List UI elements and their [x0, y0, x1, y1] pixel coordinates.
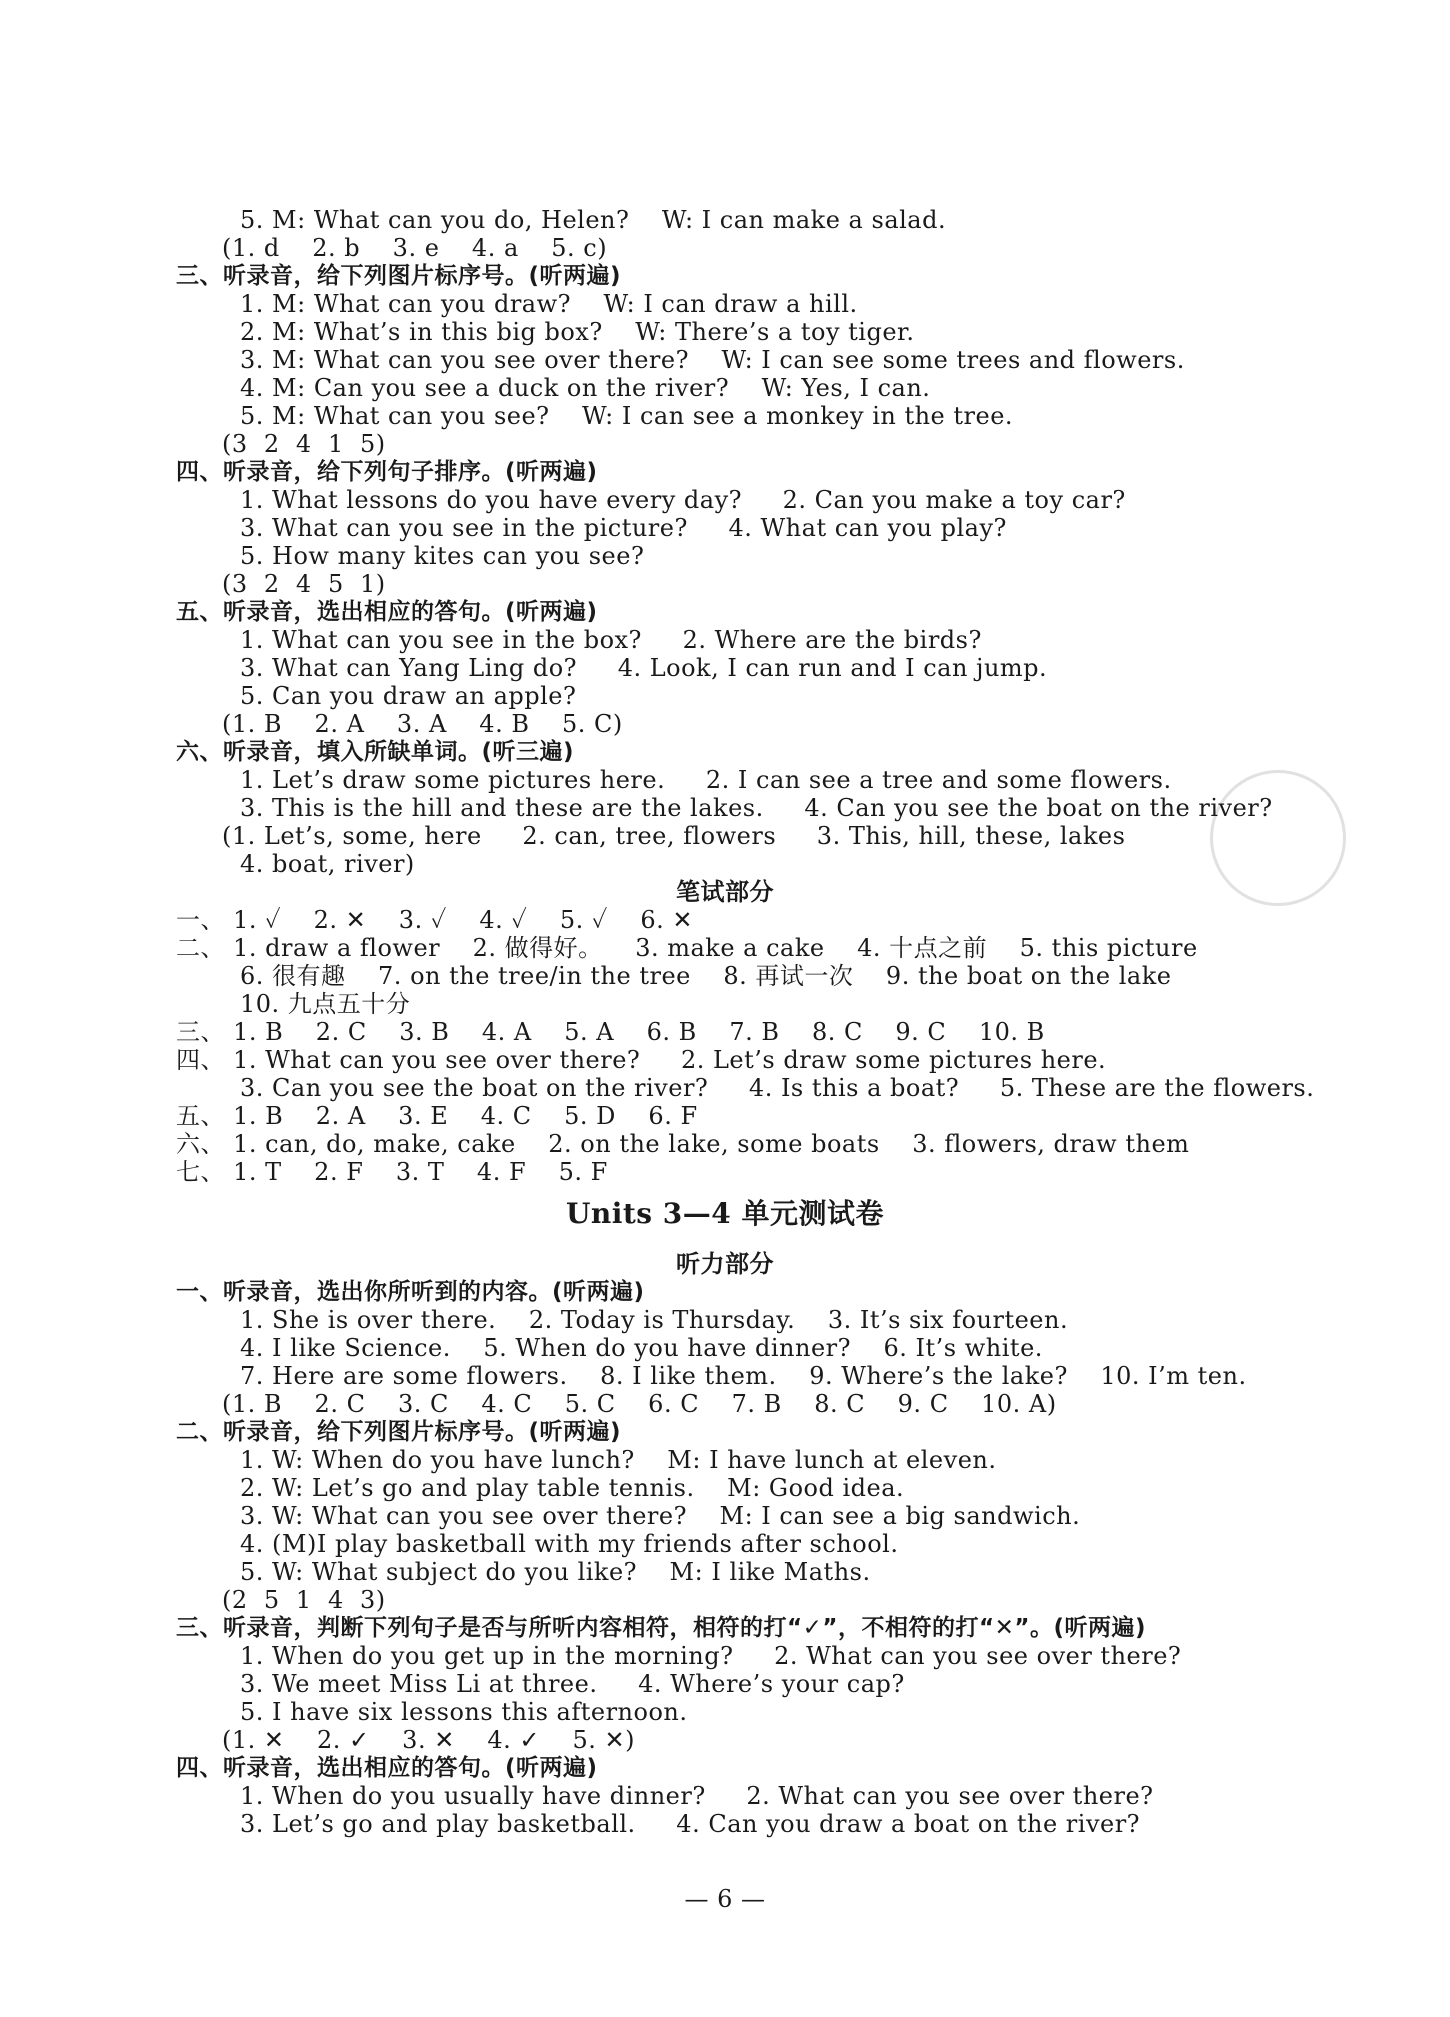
text-line: 4. I like Science. 5. When do you have dinner? 6. It’s white. [240, 1334, 1043, 1362]
text-line: 5. W: What subject do you like? M: I like Maths. [240, 1558, 871, 1586]
section-heading: 三、听录音，判断下列句子是否与所听内容相符，相符的打“✓”，不相符的打“✕”。(听两遍) [176, 1615, 1147, 1641]
text-line: 一、 1. ✓ 2. ✕ 3. ✓ 4. ✓ 5. ✓ 6. ✕ [176, 906, 694, 934]
section-heading: 二、听录音，给下列图片标序号。(听两遍) [176, 1419, 622, 1445]
section-heading: 四、听录音，给下列句子排序。(听两遍) [176, 459, 598, 485]
text-line: 4. M: Can you see a duck on the river? W: Yes, I can. [240, 374, 931, 402]
text-line: 1. When do you get up in the morning? 2. What can you see over there? [240, 1642, 1182, 1670]
text-line: 三、 1. B 2. C 3. B 4. A 5. A 6. B 7. B 8. C 9. C 10. B [176, 1018, 1045, 1046]
section-heading: 六、听录音，填入所缺单词。(听三遍) [176, 739, 575, 765]
text-line: 2. W: Let’s go and play table tennis. M: Good idea. [240, 1474, 905, 1502]
section-heading: 五、听录音，选出相应的答句。(听两遍) [176, 599, 598, 625]
text-line: 4. (M)I play basketball with my friends after school. [240, 1530, 899, 1558]
text-line: 1. M: What can you draw? W: I can draw a hill. [240, 290, 858, 318]
section-heading: 四、听录音，选出相应的答句。(听两遍) [176, 1755, 598, 1781]
text-line: (1. ✕ 2. ✓ 3. ✕ 4. ✓ 5. ✕) [222, 1726, 635, 1754]
text-line: 7. Here are some flowers. 8. I like them. 9. Where’s the lake? 10. I’m ten. [240, 1362, 1247, 1390]
text-line: (3 2 4 5 1) [222, 570, 386, 598]
unit-title: Units 3—4 单元测试卷 [565, 1197, 885, 1230]
text-line: (1. Let’s, some, here 2. can, tree, flowers 3. This, hill, these, lakes [222, 822, 1126, 850]
text-line: 6. 很有趣 7. on the tree/in the tree 8. 再试一次 9. the boat on the lake [240, 962, 1172, 990]
text-line: 5. M: What can you do, Helen? W: I can make a salad. [240, 206, 947, 234]
text-line: 3. What can Yang Ling do? 4. Look, I can run and I can jump. [240, 654, 1048, 682]
text-line: 1. She is over there. 2. Today is Thursday. 3. It’s six fourteen. [240, 1306, 1069, 1334]
text-line: 2. M: What’s in this big box? W: There’s a toy tiger. [240, 318, 915, 346]
text-line: 5. M: What can you see? W: I can see a monkey in the tree. [240, 402, 1014, 430]
text-line: 四、 1. What can you see over there? 2. Let’s draw some pictures here. [176, 1046, 1107, 1074]
text-line: 二、 1. draw a flower 2. 做得好。 3. make a cake 4. 十点之前 5. this picture [176, 934, 1198, 962]
text-line: (2 5 1 4 3) [222, 1586, 386, 1614]
text-line: 5. I have six lessons this afternoon. [240, 1698, 688, 1726]
text-line: 4. boat, river) [240, 850, 415, 878]
text-line: 1. W: When do you have lunch? M: I have lunch at eleven. [240, 1446, 997, 1474]
text-line: 1. When do you usually have dinner? 2. What can you see over there? [240, 1782, 1154, 1810]
text-line: (1. d 2. b 3. e 4. a 5. c) [222, 234, 608, 262]
section-heading: 一、听录音，选出你所听到的内容。(听两遍) [176, 1279, 645, 1305]
text-line: (1. B 2. A 3. A 4. B 5. C) [222, 710, 623, 738]
text-line: 5. Can you draw an apple? [240, 682, 577, 710]
text-line: 六、 1. can, do, make, cake 2. on the lake, some boats 3. flowers, draw them [176, 1130, 1190, 1158]
text-line: 10. 九点五十分 [240, 990, 411, 1018]
text-line: 1. What can you see in the box? 2. Where are the birds? [240, 626, 982, 654]
text-line: 1. Let’s draw some pictures here. 2. I can see a tree and some flowers. [240, 766, 1172, 794]
text-line: (1. B 2. C 3. C 4. C 5. C 6. C 7. B 8. C 9. C 10. A) [222, 1390, 1057, 1418]
text-line: 3. W: What can you see over there? M: I can see a big sandwich. [240, 1502, 1081, 1530]
section-title: 笔试部分 [676, 878, 774, 906]
text-line: 七、 1. T 2. F 3. T 4. F 5. F [176, 1158, 608, 1186]
text-line: 五、 1. B 2. A 3. E 4. C 5. D 6. F [176, 1102, 698, 1130]
text-line: 3. Let’s go and play basketball. 4. Can you draw a boat on the river? [240, 1810, 1141, 1838]
text-line: (3 2 4 1 5) [222, 430, 386, 458]
text-line: 3. What can you see in the picture? 4. What can you play? [240, 514, 1007, 542]
page-number: — 6 — [684, 1885, 766, 1913]
text-line: 3. M: What can you see over there? W: I can see some trees and flowers. [240, 346, 1185, 374]
text-line: 3. Can you see the boat on the river? 4. Is this a boat? 5. These are the flowers. [240, 1074, 1315, 1102]
text-line: 1. What lessons do you have every day? 2. Can you make a toy car? [240, 486, 1126, 514]
text-line: 5. How many kites can you see? [240, 542, 645, 570]
section-heading: 三、听录音，给下列图片标序号。(听两遍) [176, 263, 622, 289]
text-line: 3. We meet Miss Li at three. 4. Where’s your cap? [240, 1670, 905, 1698]
text-line: 3. This is the hill and these are the lakes. 4. Can you see the boat on the river? [240, 794, 1273, 822]
section-title: 听力部分 [676, 1250, 774, 1278]
